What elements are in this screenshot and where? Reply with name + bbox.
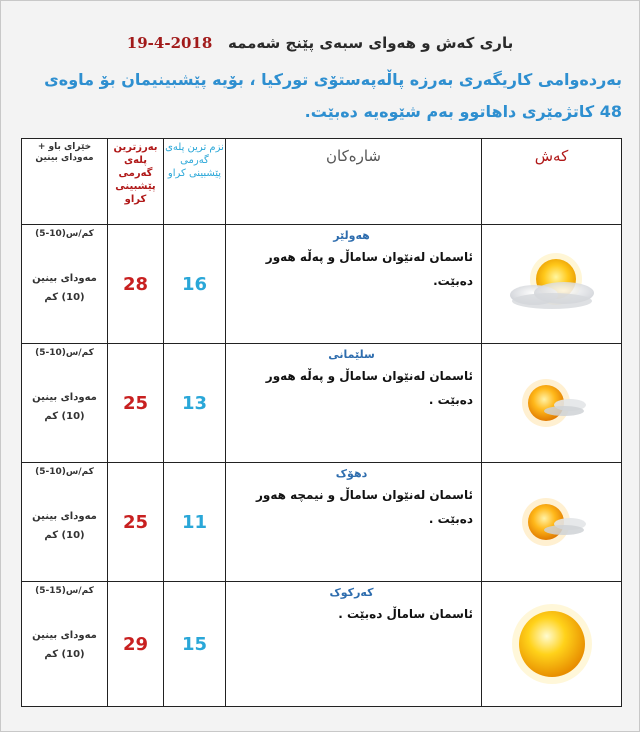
city-name: هەولێر — [333, 229, 370, 242]
forecast-text: ئاسمان ساماڵ دەبێت . — [338, 607, 473, 621]
visibility-label: مەودای بینین — [32, 511, 97, 522]
title-date: 2018-4-19 — [126, 34, 213, 52]
city-cell — [226, 344, 482, 463]
forecast-table — [21, 138, 622, 707]
city-name: کەرکوک — [329, 586, 374, 599]
sun-behind-cloud-icon — [504, 249, 600, 319]
city-name: دهۆک — [335, 467, 368, 480]
page-title — [60, 34, 580, 52]
weather-icon-cell — [482, 344, 622, 463]
city-name: سلێمانی — [328, 348, 375, 361]
visibility-value: (10) کم — [44, 411, 85, 422]
max-temp: 28 — [108, 225, 164, 344]
weather-icon-cell — [482, 225, 622, 344]
visibility-label: مەودای بینین — [32, 630, 97, 641]
sun-icon — [507, 599, 597, 689]
visibility-label: مەودای بینین — [32, 392, 97, 403]
city-cell — [226, 582, 482, 707]
wind-cell — [22, 463, 108, 582]
table-row — [22, 225, 622, 344]
forecast-text: ئاسمان لەنێوان ساماڵ و پەڵە هەور دەبێت . — [265, 369, 473, 407]
min-temp: 16 — [164, 225, 226, 344]
min-temp: 15 — [164, 582, 226, 707]
visibility-label: مەودای بینین — [32, 273, 97, 284]
sun-with-cloud-icon — [512, 490, 592, 554]
forecast-text: ئاسمان لەنێوان ساماڵ و پەڵە هەور دەبێت. — [265, 250, 473, 288]
wind-cell — [22, 582, 108, 707]
forecast-text: ئاسمان لەنێوان ساماڵ و نیمچە هەور دەبێت . — [255, 488, 473, 526]
col-header-cities: شارەکان — [226, 139, 482, 225]
sun-with-cloud-icon — [512, 371, 592, 435]
weather-icon-cell — [482, 463, 622, 582]
wind-cell — [22, 225, 108, 344]
wind-speed: (5-10)کم/س — [35, 467, 94, 477]
table-row — [22, 582, 622, 707]
table-row — [22, 344, 622, 463]
visibility-value: (10) کم — [44, 649, 85, 660]
city-cell — [226, 225, 482, 344]
col-header-min: نزم ترین پلەی گەرمی پێشبینی کراو — [164, 139, 226, 225]
wind-speed: (5-10)کم/س — [35, 348, 94, 358]
visibility-value: (10) کم — [44, 292, 85, 303]
visibility-value: (10) کم — [44, 530, 85, 541]
city-cell — [226, 463, 482, 582]
title-text: باری کەش و هەوای سبەی پێنج شەممە — [227, 34, 514, 52]
max-temp: 29 — [108, 582, 164, 707]
max-temp: 25 — [108, 463, 164, 582]
wind-cell — [22, 344, 108, 463]
col-header-max: بەرزترین پلەی گەرمی پێشبینی کراو — [108, 139, 164, 225]
weather-icon-cell — [482, 582, 622, 707]
col-header-wind: خێرای باو + مەودای بینین — [22, 139, 108, 225]
wind-speed: (5-15)کم/س — [35, 586, 94, 596]
wind-speed: (5-10)کم/س — [35, 229, 94, 239]
table-header-row — [22, 139, 622, 225]
intro-text: بەردەوامی کاریگەری بەرزە پاڵەپەستۆی تورکیا ، بۆیە پێشبینیمان بۆ ماوەی 48 کاتژمێری داهاتوو بەم شێوەیە دەبێت. — [44, 70, 622, 121]
table-row — [22, 463, 622, 582]
min-temp: 11 — [164, 463, 226, 582]
min-temp: 13 — [164, 344, 226, 463]
col-header-weather: کەش — [482, 139, 622, 225]
max-temp: 25 — [108, 344, 164, 463]
